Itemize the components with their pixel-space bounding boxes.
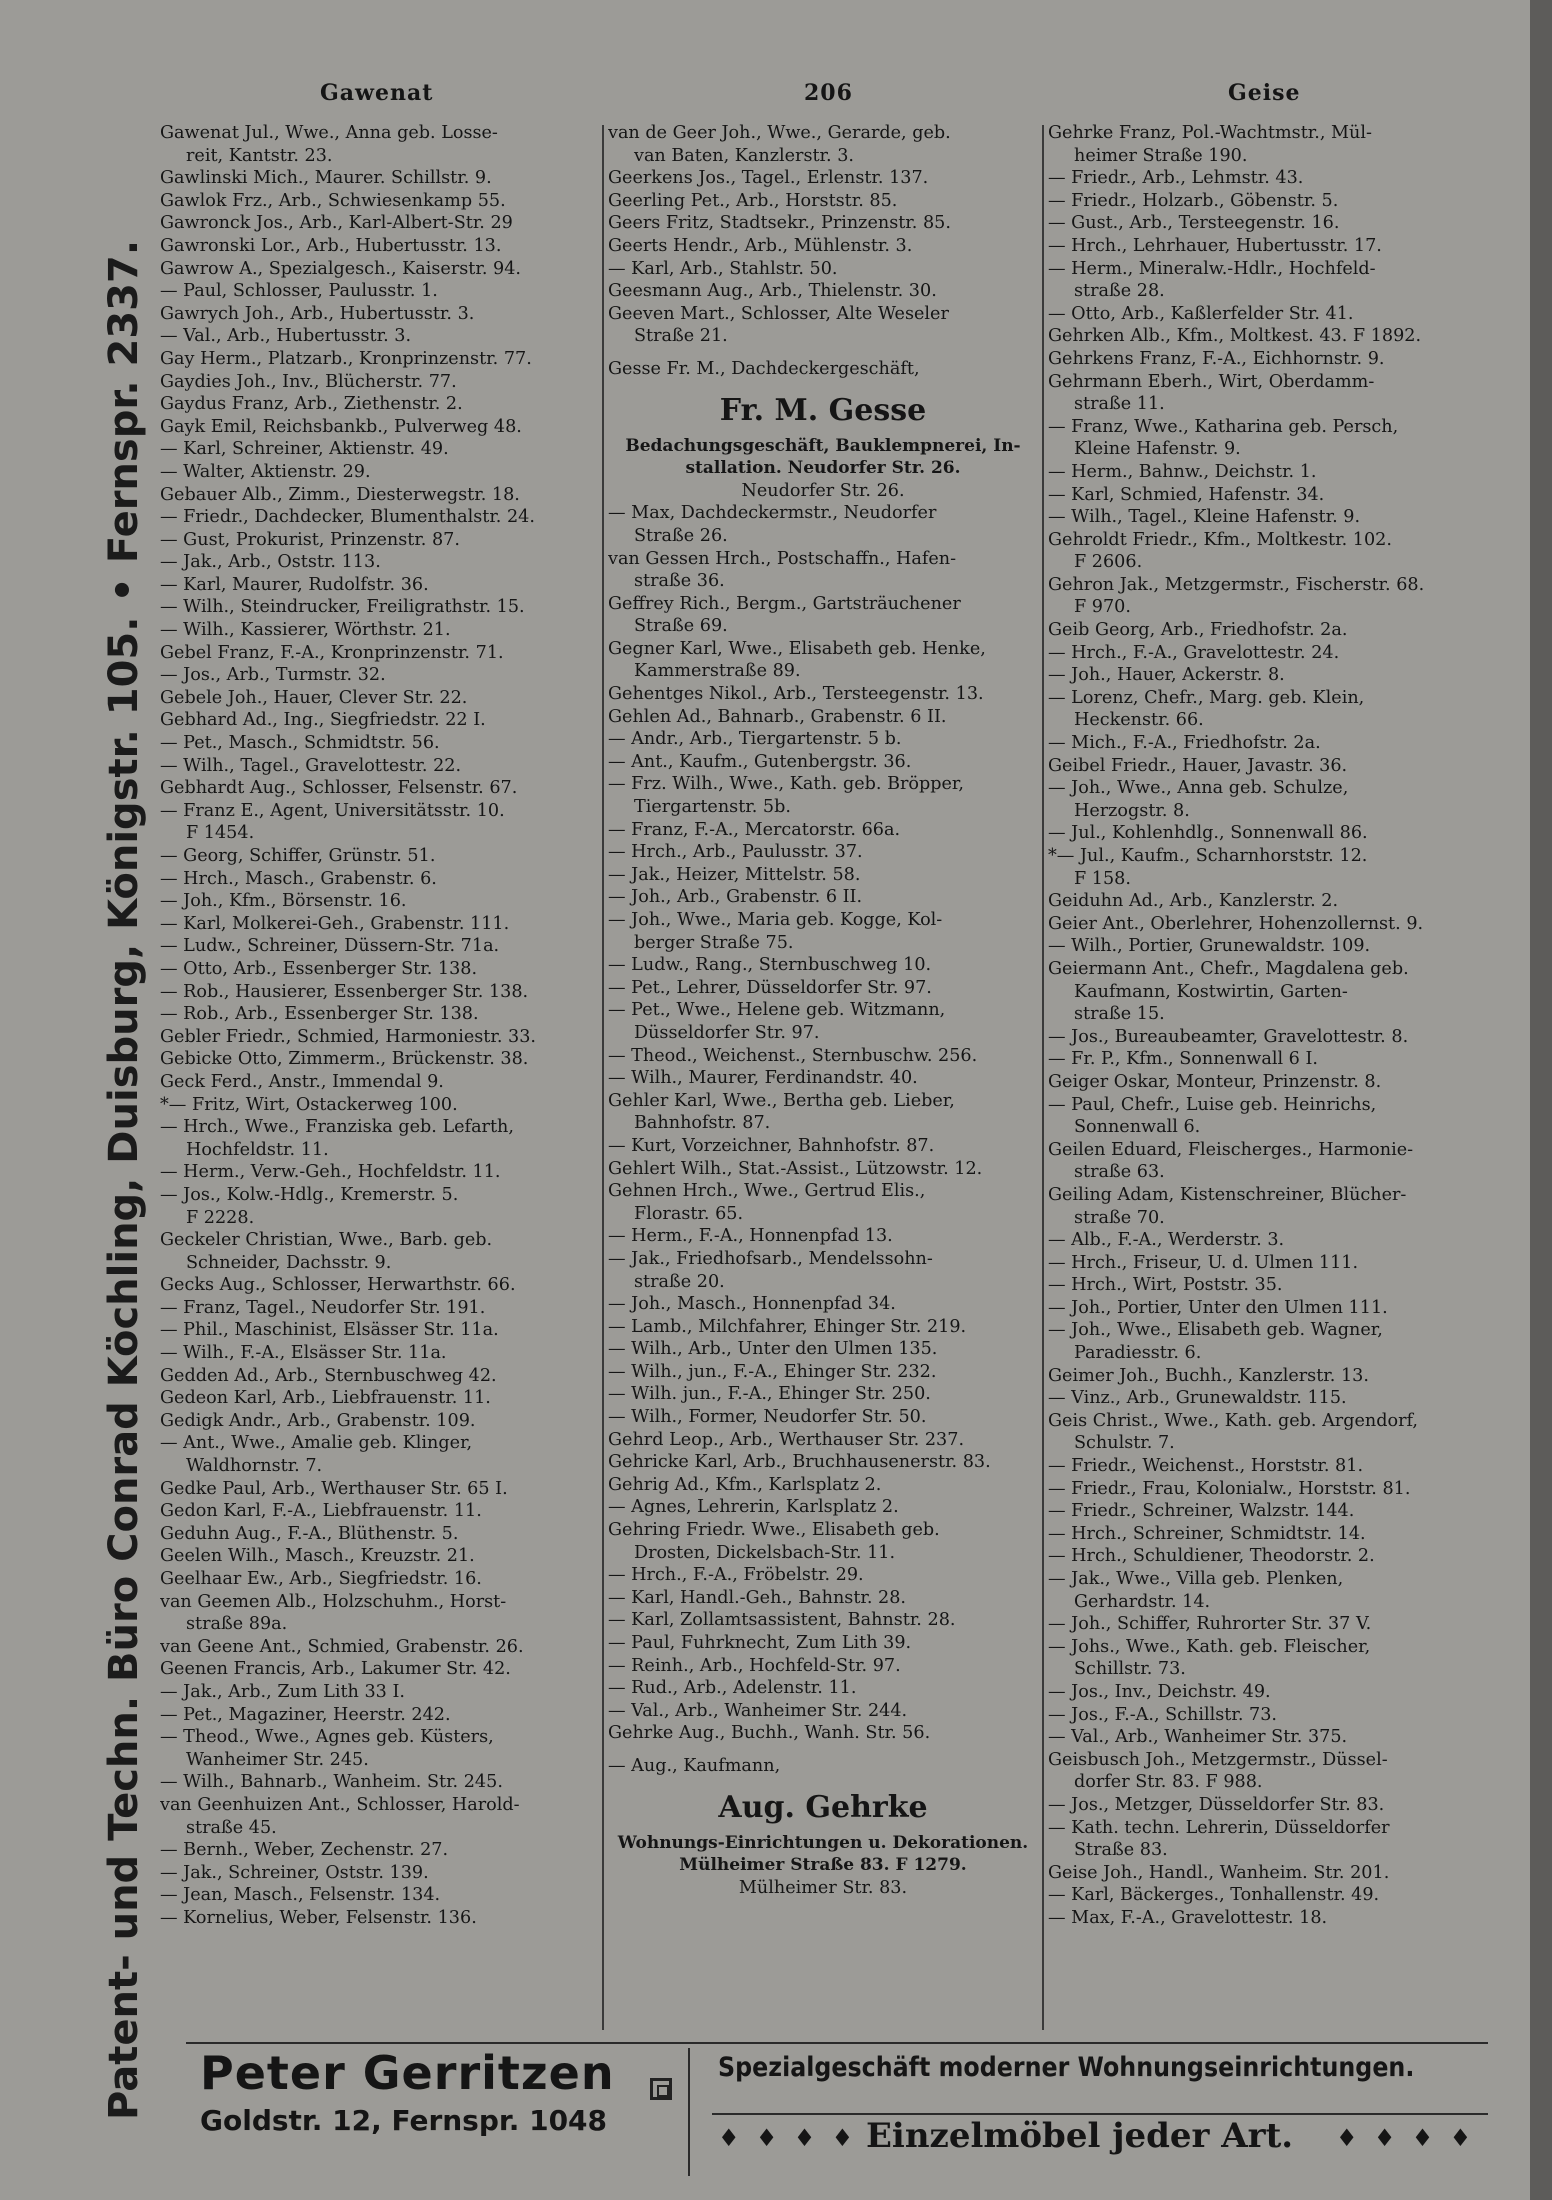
- directory-entry-line: Gayk Emil, Reichsbankb., Pulverweg 48.: [160, 416, 522, 437]
- directory-entry-line: — Jak., Wwe., Villa geb. Plenken,: [1048, 1569, 1344, 1589]
- directory-entry-line: — Kurt, Vorzeichner, Bahnhofstr. 87.: [608, 1135, 935, 1156]
- directory-entry-line: Geibel Friedr., Hauer, Javastr. 36.: [1048, 755, 1348, 776]
- directory-entry-line: Kammerstraße 89.: [634, 661, 801, 682]
- directory-entry-line: — Joh., Hauer, Ackerstr. 8.: [1048, 665, 1285, 686]
- advert-slogan-2: Einzelmöbel jeder Art.: [866, 2116, 1294, 2156]
- directory-entry-line: reit, Kantstr. 23.: [186, 145, 333, 166]
- directory-entry-line: — Jak., Arb., Oststr. 113.: [160, 552, 381, 573]
- advert-box-icon: [650, 2078, 672, 2100]
- directory-entry-line: — Otto, Arb., Kaßlerfelder Str. 41.: [1048, 303, 1354, 324]
- directory-entry-line: Gaydus Franz, Arb., Ziethenstr. 2.: [160, 394, 463, 415]
- directory-entry-line: — Bernh., Weber, Zechenstr. 27.: [160, 1840, 449, 1861]
- directory-entry-line: — Vinz., Arb., Grunewaldstr. 115.: [1048, 1388, 1347, 1409]
- directory-entry-line: Bedachungsgeschäft, Bauklempnerei, In-: [625, 435, 1021, 456]
- directory-entry-line: Geduhn Aug., F.-A., Blüthenstr. 5.: [160, 1523, 459, 1544]
- directory-entry-line: — Joh., Portier, Unter den Ulmen 111.: [1048, 1297, 1388, 1318]
- directory-entry-line: — Friedr., Arb., Lehmstr. 43.: [1048, 168, 1304, 189]
- directory-entry-line: Kleine Hafenstr. 9.: [1074, 439, 1241, 460]
- directory-entry-line: van Geene Ant., Schmied, Grabenstr. 26.: [160, 1636, 524, 1657]
- column-3: [1048, 122, 1486, 1930]
- directory-entry-line: Gebauer Alb., Zimm., Diesterwegstr. 18.: [160, 484, 520, 505]
- directory-entry-line: Schneider, Dachsstr. 9.: [186, 1252, 392, 1273]
- directory-entry-line: Gawrych Joh., Arb., Hubertusstr. 3.: [160, 303, 475, 324]
- directory-entry-line: — Wilh., Maurer, Ferdinandstr. 40.: [608, 1068, 918, 1089]
- directory-entry-line: — Agnes, Lehrerin, Karlsplatz 2.: [608, 1497, 899, 1518]
- directory-entry-line: — Max, Dachdeckermstr., Neudorfer: [608, 503, 937, 524]
- directory-entry-line: Geis Christ., Wwe., Kath. geb. Argendorf,: [1048, 1410, 1418, 1431]
- directory-entry-line: — Johs., Wwe., Kath. geb. Fleischer,: [1048, 1636, 1371, 1657]
- directory-entry-line: Geiling Adam, Kistenschreiner, Blücher-: [1048, 1184, 1407, 1205]
- directory-entry-line: — Pet., Lehrer, Düsseldorfer Str. 97.: [608, 977, 932, 998]
- directory-entry-line: — Friedr., Weichenst., Horststr. 81.: [1048, 1456, 1364, 1477]
- directory-entry-line: Geise Joh., Handl., Wanheim. Str. 201.: [1048, 1862, 1390, 1883]
- directory-entry-line: — Otto, Arb., Essenberger Str. 138.: [160, 958, 478, 979]
- directory-entry-line: Gesse Fr. M., Dachdeckergeschäft,: [608, 358, 920, 379]
- directory-entry-line: — Gust., Arb., Tersteegenstr. 16.: [1048, 213, 1340, 234]
- directory-entry-line: — Georg, Schiffer, Grünstr. 51.: [160, 846, 436, 866]
- directory-entry-line: Gebele Joh., Hauer, Clever Str. 22.: [160, 687, 468, 708]
- directory-entry-line: — Hrch., Wirt, Poststr. 35.: [1048, 1275, 1283, 1296]
- directory-entry-line: — Frz. Wilh., Wwe., Kath. geb. Bröpper,: [608, 774, 965, 795]
- directory-entry-line: Geib Georg, Arb., Friedhofstr. 2a.: [1048, 620, 1348, 641]
- directory-entry-line: — Karl, Arb., Stahlstr. 50.: [608, 258, 838, 279]
- directory-entry-line: Gedon Karl, F.-A., Liebfrauenstr. 11.: [160, 1501, 482, 1522]
- directory-entry-line: — Friedr., Dachdecker, Blumenthalstr. 24.: [160, 507, 535, 528]
- directory-entry-line: — Joh., Arb., Grabenstr. 6 II.: [608, 887, 863, 908]
- directory-entry-line: Gehlert Wilh., Stat.-Assist., Lützowstr. 12.: [608, 1158, 983, 1179]
- directory-entry-line: van Baten, Kanzlerstr. 3.: [634, 145, 854, 166]
- directory-entry-line: Gehnen Hrch., Wwe., Gertrud Elis.,: [608, 1181, 926, 1202]
- directory-entry-line: — Jos., Bureaubeamter, Gravelottestr. 8.: [1048, 1026, 1409, 1047]
- directory-entry-line: Gerhardstr. 14.: [1074, 1591, 1211, 1612]
- directory-entry-line: — Theod., Wwe., Agnes geb. Küsters,: [160, 1727, 494, 1748]
- advert-dots-right: ♦ ♦ ♦ ♦: [1336, 2124, 1476, 2152]
- directory-entry-line: — Wilh., Kassierer, Wörthstr. 21.: [160, 620, 451, 641]
- directory-entry-line: Gebler Friedr., Schmied, Harmoniestr. 33.: [160, 1026, 536, 1047]
- directory-entry-line: straße 45.: [186, 1817, 277, 1838]
- directory-entry-line: Gawlinski Mich., Maurer. Schillstr. 9.: [160, 168, 492, 189]
- column-2: [608, 122, 1038, 1899]
- directory-entry-line: — Jul., Kohlenhdlg., Sonnenwall 86.: [1048, 823, 1368, 844]
- directory-entry-line: — Fr. P., Kfm., Sonnenwall 6 I.: [1048, 1049, 1318, 1070]
- directory-entry-line: Gegner Karl, Wwe., Elisabeth geb. Henke,: [608, 638, 986, 659]
- directory-entry-line: — Jos., Metzger, Düsseldorfer Str. 83.: [1048, 1794, 1385, 1815]
- directory-entry-line: Geenen Francis, Arb., Lakumer Str. 42.: [160, 1659, 511, 1680]
- directory-entry-line: — Kath. techn. Lehrerin, Düsseldorfer: [1048, 1817, 1390, 1838]
- sidebar-advert: Patent- und Techn. Büro Conrad Köchling, Duisburg, Königstr. 105. • Fernspr. 2337.: [101, 239, 147, 2120]
- directory-entry-line: Gaydies Joh., Inv., Blücherstr. 77.: [160, 371, 457, 392]
- directory-entry-line: — Alb., F.-A., Werderstr. 3.: [1048, 1230, 1285, 1251]
- directory-entry-line: *— Jul., Kaufm., Scharnhorststr. 12.: [1048, 846, 1368, 866]
- directory-entry-line: — Paul, Chefr., Luise geb. Heinrichs,: [1048, 1094, 1377, 1115]
- directory-entry-line: straße 15.: [1074, 1004, 1165, 1025]
- directory-entry-line: — Jak., Schreiner, Oststr. 139.: [160, 1862, 429, 1883]
- directory-entry-line: Bahnhofstr. 87.: [634, 1113, 771, 1134]
- directory-entry-line: Drosten, Dickelsbach-Str. 11.: [634, 1542, 896, 1563]
- directory-entry-line: Gebhard Ad., Ing., Siegfriedstr. 22 I.: [160, 710, 486, 731]
- directory-entry-line: — Hrch., Schreiner, Schmidtstr. 14.: [1048, 1523, 1366, 1544]
- directory-entry-line: Gawlok Frz., Arb., Schwiesenkamp 55.: [160, 190, 506, 211]
- directory-entry-line: straße 36.: [634, 571, 725, 592]
- directory-entry-line: — Max, F.-A., Gravelottestr. 18.: [1048, 1907, 1328, 1928]
- directory-entry-line: — Walter, Aktienstr. 29.: [160, 461, 371, 482]
- directory-entry-line: straße 20.: [634, 1271, 725, 1292]
- directory-entry-line: — Karl, Bäckerges., Tonhallenstr. 49.: [1048, 1885, 1380, 1906]
- directory-entry-line: Geeven Mart., Schlosser, Alte Weseler: [608, 303, 949, 324]
- directory-entry-line: — Jak., Heizer, Mittelstr. 58.: [608, 864, 861, 885]
- directory-entry-line: — Lamb., Milchfahrer, Ehinger Str. 219.: [608, 1316, 967, 1337]
- directory-entry-line: Gawronck Jos., Arb., Karl-Albert-Str. 29: [160, 213, 513, 234]
- directory-entry-line: — Joh., Wwe., Elisabeth geb. Wagner,: [1048, 1320, 1383, 1341]
- directory-entry-line: Gehricke Karl, Arb., Bruchhausenerstr. 83.: [608, 1452, 991, 1473]
- directory-entry-line: — Wilh., Tagel., Gravelottestr. 22.: [160, 755, 462, 776]
- directory-entry-line: Gehrig Ad., Kfm., Karlsplatz 2.: [608, 1474, 882, 1495]
- directory-entry-line: Straße 26.: [634, 525, 728, 546]
- directory-entry-line: — Joh., Schiffer, Ruhrorter Str. 37 V.: [1048, 1614, 1372, 1635]
- directory-entry-line: — Joh., Wwe., Anna geb. Schulze,: [1048, 778, 1349, 799]
- directory-entry-line: — Karl, Molkerei-Geh., Grabenstr. 111.: [160, 913, 510, 934]
- directory-entry-line: — Jak., Arb., Zum Lith 33 I.: [160, 1681, 405, 1702]
- directory-entry-line: straße 70.: [1074, 1207, 1165, 1228]
- directory-entry-line: — Hrch., Lehrhauer, Hubertusstr. 17.: [1048, 235, 1382, 256]
- directory-entry-line: — Val., Arb., Hubertusstr. 3.: [160, 326, 412, 347]
- directory-entry-line: — Karl, Schreiner, Aktienstr. 49.: [160, 439, 449, 460]
- directory-entry-line: Gay Herm., Platzarb., Kronprinzenstr. 77.: [160, 348, 532, 369]
- directory-entry-line: van Gessen Hrch., Postschaffn., Hafen-: [608, 548, 957, 569]
- directory-entry-line: — Ludw., Rang., Sternbuschweg 10.: [608, 955, 932, 976]
- directory-entry-line: van de Geer Joh., Wwe., Gerarde, geb.: [608, 123, 951, 143]
- directory-entry-line: heimer Straße 190.: [1074, 145, 1248, 166]
- directory-entry-line: Geiermann Ant., Chefr., Magdalena geb.: [1048, 958, 1409, 979]
- directory-entry-line: — Wilh., Arb., Unter den Ulmen 135.: [608, 1339, 938, 1360]
- directory-entry-line: — Franz, F.-A., Mercatorstr. 66a.: [608, 819, 901, 840]
- directory-entry-line: — Lorenz, Chefr., Marg. geb. Klein,: [1048, 687, 1365, 708]
- directory-entry-line: Geesmann Aug., Arb., Thielenstr. 30.: [608, 281, 937, 302]
- directory-entry-line: Gehentges Nikol., Arb., Tersteegenstr. 13.: [608, 684, 984, 705]
- directory-entry-line: — Reinh., Arb., Hochfeld-Str. 97.: [608, 1655, 901, 1676]
- directory-entry-line: — Wilh., Steindrucker, Freiligrathstr. 15.: [160, 597, 525, 618]
- directory-entry-line: van Geenhuizen Ant., Schlosser, Harold-: [160, 1794, 520, 1815]
- directory-entry-line: — Rob., Arb., Essenberger Str. 138.: [160, 1004, 479, 1025]
- directory-entry-line: Fr. M. Gesse: [719, 392, 927, 428]
- directory-entry-line: — Herm., F.-A., Honnenpfad 13.: [608, 1226, 893, 1247]
- directory-entry-line: Tiergartenstr. 5b.: [634, 797, 791, 818]
- directory-entry-line: — Paul, Schlosser, Paulusstr. 1.: [160, 281, 438, 302]
- directory-entry-line: Geerts Hendr., Arb., Mühlenstr. 3.: [608, 235, 913, 256]
- directory-entry-line: — Joh., Kfm., Börsenstr. 16.: [160, 891, 407, 912]
- directory-entry-line: — Jos., Arb., Turmstr. 32.: [160, 665, 386, 686]
- directory-entry-line: Gecks Aug., Schlosser, Herwarthstr. 66.: [160, 1275, 516, 1296]
- directory-entry-line: — Kornelius, Weber, Felsenstr. 136.: [160, 1907, 477, 1928]
- column-divider: [602, 125, 604, 2030]
- directory-entry-line: Wanheimer Str. 245.: [186, 1749, 369, 1770]
- directory-entry-line: F 2228.: [186, 1207, 255, 1228]
- directory-entry-line: — Franz, Wwe., Katharina geb. Persch,: [1048, 416, 1399, 437]
- directory-entry-line: Düsseldorfer Str. 97.: [634, 1022, 820, 1043]
- directory-entry-line: Gebicke Otto, Zimmerm., Brückenstr. 38.: [160, 1049, 529, 1070]
- directory-entry-line: Schulstr. 7.: [1074, 1433, 1175, 1454]
- directory-entry-line: — Val., Arb., Wanheimer Str. 244.: [608, 1700, 908, 1721]
- directory-entry-line: Straße 69.: [634, 616, 728, 637]
- directory-entry-line: — Mich., F.-A., Friedhofstr. 2a.: [1048, 733, 1321, 754]
- directory-entry-line: — Jos., Kolw.-Hdlg., Kremerstr. 5.: [160, 1184, 459, 1205]
- column-1: [160, 122, 598, 1930]
- advert-address: Goldstr. 12, Fernspr. 1048: [200, 2104, 608, 2137]
- directory-entry-line: Geerkens Jos., Tagel., Erlenstr. 137.: [608, 168, 929, 189]
- directory-entry-line: Gebel Franz, F.-A., Kronprinzenstr. 71.: [160, 642, 504, 663]
- advert-slogan: Spezialgeschäft moderner Wohnungseinrichtungen.: [718, 2052, 1415, 2083]
- directory-entry-line: — Val., Arb., Wanheimer Str. 375.: [1048, 1727, 1348, 1748]
- directory-entry-line: Gebhardt Aug., Schlosser, Felsenstr. 67.: [160, 778, 518, 799]
- directory-entry-line: Gehrken Alb., Kfm., Moltkest. 43. F 1892.: [1048, 326, 1422, 347]
- directory-entry-line: Wohnungs-Einrichtungen u. Dekorationen.: [617, 1832, 1029, 1853]
- directory-entry-line: — Wilh., jun., F.-A., Ehinger Str. 232.: [608, 1361, 937, 1382]
- directory-entry-line: van Geemen Alb., Holzschuhm., Horst-: [160, 1591, 507, 1612]
- directory-entry-line: Geerling Pet., Arb., Horststr. 85.: [608, 190, 898, 211]
- directory-entry-line: Gawenat Jul., Wwe., Anna geb. Losse-: [160, 123, 498, 143]
- directory-entry-line: straße 63.: [1074, 1162, 1165, 1183]
- directory-entry-line: — Karl, Schmied, Hafenstr. 34.: [1048, 484, 1325, 505]
- directory-entry-line: straße 89a.: [186, 1614, 288, 1635]
- directory-entry-line: Gehrmann Eberh., Wirt, Oberdamm-: [1048, 371, 1375, 392]
- directory-entry-line: — Pet., Wwe., Helene geb. Witzmann,: [608, 1000, 946, 1021]
- directory-entry-line: Gehlen Ad., Bahnarb., Grabenstr. 6 II.: [608, 706, 947, 727]
- directory-entry-line: — Hrch., F.-A., Gravelottestr. 24.: [1048, 642, 1340, 663]
- directory-entry-line: — Jos., F.-A., Schillstr. 73.: [1048, 1704, 1277, 1725]
- directory-entry-line: Gehrd Leop., Arb., Werthauser Str. 237.: [608, 1429, 965, 1450]
- directory-entry-line: — Gust, Prokurist, Prinzenstr. 87.: [160, 529, 460, 550]
- header-right: Geise: [1228, 80, 1301, 106]
- column-divider: [1042, 125, 1044, 2030]
- directory-entry-line: Waldhornstr. 7.: [186, 1456, 323, 1477]
- directory-entry-line: *— Fritz, Wirt, Ostackerweg 100.: [160, 1094, 458, 1115]
- directory-entry-line: — Herm., Bahnw., Deichstr. 1.: [1048, 461, 1317, 482]
- directory-entry-line: Gedigk Andr., Arb., Grabenstr. 109.: [160, 1410, 476, 1431]
- directory-entry-line: Mülheimer Straße 83. F 1279.: [679, 1855, 967, 1876]
- directory-entry-line: — Jean, Masch., Felsenstr. 134.: [160, 1885, 441, 1906]
- directory-entry-line: Mülheimer Str. 83.: [738, 1877, 908, 1898]
- directory-entry-line: Geck Ferd., Anstr., Immendal 9.: [160, 1071, 444, 1092]
- header-left: Gawenat: [320, 80, 434, 106]
- advert-dots-left: ♦ ♦ ♦ ♦: [718, 2124, 858, 2152]
- directory-entry-line: Geier Ant., Oberlehrer, Hohenzollernst. 9.: [1048, 913, 1424, 934]
- directory-entry-line: Gehrke Aug., Buchh., Wanh. Str. 56.: [608, 1723, 931, 1744]
- directory-entry-line: Gehler Karl, Wwe., Bertha geb. Lieber,: [608, 1090, 955, 1111]
- directory-entry-line: Schillstr. 73.: [1074, 1659, 1186, 1680]
- directory-entry-line: — Wilh., Bahnarb., Wanheim. Str. 245.: [160, 1772, 503, 1793]
- directory-entry-line: Straße 21.: [634, 326, 728, 347]
- directory-entry-line: straße 11.: [1074, 394, 1165, 415]
- directory-entry-line: — Herm., Mineralw.-Hdlr., Hochfeld-: [1048, 258, 1376, 279]
- directory-entry-line: — Jos., Inv., Deichstr. 49.: [1048, 1681, 1271, 1702]
- directory-entry-line: — Wilh., Former, Neudorfer Str. 50.: [608, 1407, 927, 1428]
- directory-entry-line: — Rud., Arb., Adelenstr. 11.: [608, 1678, 857, 1699]
- directory-entry-line: — Franz, Tagel., Neudorfer Str. 191.: [160, 1297, 486, 1318]
- directory-entry-line: Geilen Eduard, Fleischerges., Harmonie-: [1048, 1139, 1414, 1160]
- directory-entry-line: — Hrch., F.-A., Fröbelstr. 29.: [608, 1565, 864, 1586]
- directory-entry-line: Hochfeldstr. 11.: [186, 1139, 329, 1160]
- directory-entry-line: Gedden Ad., Arb., Sternbuschweg 42.: [160, 1365, 497, 1386]
- directory-entry-line: Heckenstr. 66.: [1074, 710, 1204, 731]
- directory-entry-line: — Herm., Verw.-Geh., Hochfeldstr. 11.: [160, 1162, 501, 1183]
- directory-entry-line: — Hrch., Arb., Paulusstr. 37.: [608, 842, 863, 863]
- directory-entry-line: Geckeler Christian, Wwe., Barb. geb.: [160, 1230, 493, 1251]
- directory-entry-line: — Ludw., Schreiner, Düssern-Str. 71a.: [160, 936, 500, 957]
- directory-entry-line: Neudorfer Str. 26.: [741, 480, 905, 501]
- directory-entry-line: Gedke Paul, Arb., Werthauser Str. 65 I.: [160, 1478, 508, 1499]
- directory-entry-line: — Karl, Handl.-Geh., Bahnstr. 28.: [608, 1587, 907, 1608]
- directory-entry-line: Sonnenwall 6.: [1074, 1117, 1201, 1138]
- directory-entry-line: Herzogstr. 8.: [1074, 800, 1190, 821]
- directory-entry-line: — Rob., Hausierer, Essenberger Str. 138.: [160, 981, 529, 1002]
- directory-entry-line: — Wilh. jun., F.-A., Ehinger Str. 250.: [608, 1384, 931, 1405]
- directory-entry-line: Geelhaar Ew., Arb., Siegfriedstr. 16.: [160, 1569, 482, 1589]
- directory-entry-line: — Friedr., Frau, Kolonialw., Horststr. 81.: [1048, 1478, 1411, 1499]
- directory-entry-line: — Karl, Zollamtsassistent, Bahnstr. 28.: [608, 1610, 956, 1631]
- directory-entry-line: — Joh., Wwe., Maria geb. Kogge, Kol-: [608, 910, 943, 930]
- directory-entry-line: Kaufmann, Kostwirtin, Garten-: [1074, 981, 1348, 1002]
- directory-entry-line: — Hrch., Friseur, U. d. Ulmen 111.: [1048, 1252, 1359, 1273]
- advert-divider: [688, 2048, 690, 2176]
- directory-entry-line: Gehring Friedr. Wwe., Elisabeth geb.: [608, 1520, 940, 1541]
- directory-entry-line: — Jak., Friedhofsarb., Mendelssohn-: [608, 1248, 933, 1269]
- directory-entry-line: Geiger Oskar, Monteur, Prinzenstr. 8.: [1048, 1071, 1382, 1092]
- directory-entry-line: Paradiesstr. 6.: [1074, 1343, 1202, 1364]
- advert-name: Peter Gerritzen: [200, 2046, 615, 2100]
- directory-entry-line: Gawrow A., Spezialgesch., Kaiserstr. 94.: [160, 258, 521, 279]
- directory-entry-line: Straße 83.: [1074, 1840, 1168, 1861]
- directory-entry-line: Geimer Joh., Buchh., Kanzlerstr. 13.: [1048, 1365, 1369, 1386]
- directory-entry-line: — Wilh., F.-A., Elsässer Str. 11a.: [160, 1343, 447, 1364]
- directory-entry-line: — Pet., Masch., Schmidtstr. 56.: [160, 733, 440, 754]
- directory-entry-line: Gehroldt Friedr., Kfm., Moltkestr. 102.: [1048, 529, 1392, 550]
- directory-entry-line: — Aug., Kaufmann,: [608, 1755, 781, 1776]
- directory-entry-line: — Karl, Maurer, Rudolfstr. 36.: [160, 574, 429, 595]
- directory-entry-line: Geers Fritz, Stadtsekr., Prinzenstr. 85.: [608, 213, 951, 234]
- directory-entry-line: F 158.: [1074, 868, 1131, 889]
- directory-entry-line: — Hrch., Masch., Grabenstr. 6.: [160, 868, 437, 889]
- directory-entry-line: stallation. Neudorfer Str. 26.: [685, 458, 961, 479]
- directory-entry-line: — Wilh., Tagel., Kleine Hafenstr. 9.: [1048, 507, 1361, 528]
- directory-entry-line: F 970.: [1074, 597, 1131, 618]
- directory-entry-line: Gehron Jak., Metzgermstr., Fischerstr. 68.: [1048, 574, 1425, 595]
- directory-entry-line: Aug. Gehrke: [718, 1789, 928, 1825]
- directory-entry-line: Gawronski Lor., Arb., Hubertusstr. 13.: [160, 235, 502, 256]
- directory-entry-line: Florastr. 65.: [634, 1203, 744, 1224]
- advert-hline: [712, 2113, 1488, 2115]
- directory-entry-line: — Wilh., Portier, Grunewaldstr. 109.: [1048, 936, 1371, 957]
- directory-entry-line: Geelen Wilh., Masch., Kreuzstr. 21.: [160, 1546, 475, 1567]
- directory-entry-line: Gedeon Karl, Arb., Liebfrauenstr. 11.: [160, 1388, 491, 1409]
- directory-entry-line: F 1454.: [186, 823, 255, 844]
- directory-entry-line: — Theod., Weichenst., Sternbuschw. 256.: [608, 1045, 978, 1066]
- directory-entry-line: Geffrey Rich., Bergm., Gartsträuchener: [608, 593, 961, 614]
- directory-entry-line: Geiduhn Ad., Arb., Kanzlerstr. 2.: [1048, 891, 1339, 912]
- directory-entry-line: berger Straße 75.: [634, 932, 794, 953]
- directory-entry-line: — Pet., Magaziner, Heerstr. 242.: [160, 1704, 451, 1725]
- directory-entry-line: — Hrch., Wwe., Franziska geb. Lefarth,: [160, 1117, 514, 1138]
- advert-rule: [186, 2042, 1488, 2044]
- scan-edge: [1530, 0, 1552, 2200]
- directory-entry-line: straße 28.: [1074, 281, 1165, 302]
- directory-entry-line: — Friedr., Holzarb., Göbenstr. 5.: [1048, 190, 1339, 211]
- directory-entry-line: — Joh., Masch., Honnenpfad 34.: [608, 1294, 896, 1315]
- directory-entry-line: Gehrke Franz, Pol.-Wachtmstr., Mül-: [1048, 123, 1372, 143]
- page-number: 206: [804, 80, 853, 106]
- directory-entry-line: F 2606.: [1074, 552, 1143, 573]
- directory-entry-line: — Paul, Fuhrknecht, Zum Lith 39.: [608, 1633, 912, 1653]
- directory-entry-line: Geisbusch Joh., Metzgermstr., Düssel-: [1048, 1749, 1388, 1770]
- directory-entry-line: — Phil., Maschinist, Elsässer Str. 11a.: [160, 1320, 499, 1341]
- directory-entry-line: — Hrch., Schuldiener, Theodorstr. 2.: [1048, 1546, 1375, 1567]
- directory-entry-line: — Ant., Kaufm., Gutenbergstr. 36.: [608, 751, 912, 772]
- directory-entry-line: Gehrkens Franz, F.-A., Eichhornstr. 9.: [1048, 348, 1385, 369]
- directory-entry-line: — Friedr., Schreiner, Walzstr. 144.: [1048, 1501, 1355, 1522]
- directory-entry-line: dorfer Str. 83. F 988.: [1074, 1772, 1263, 1793]
- directory-entry-line: — Franz E., Agent, Universitätsstr. 10.: [160, 800, 505, 821]
- directory-entry-line: — Andr., Arb., Tiergartenstr. 5 b.: [608, 729, 902, 750]
- directory-entry-line: — Ant., Wwe., Amalie geb. Klinger,: [160, 1433, 473, 1454]
